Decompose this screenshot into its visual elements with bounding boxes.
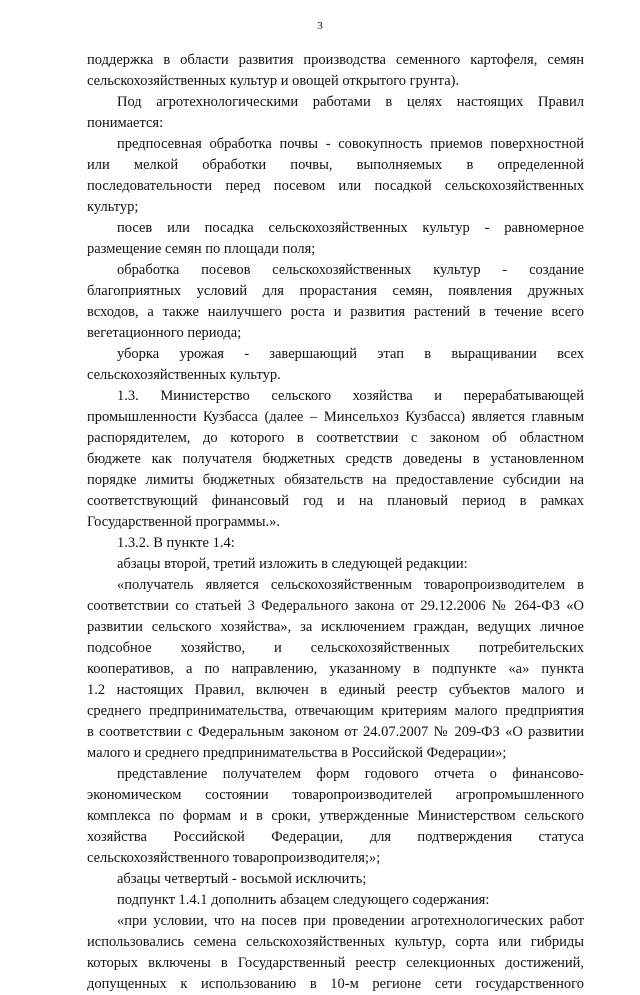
text-line: промышленности Кузбасса (далее – Минсельхоз Кузбасса) является главным — [87, 409, 584, 425]
text-line: использовались семена сельскохозяйственных культур, сорта или гибриды — [87, 934, 584, 950]
text-line: уборка урожая - завершающий этап в выращивании всех — [117, 346, 584, 362]
text-line: или мелкой обработки почвы, выполняемых в определенной — [87, 157, 584, 173]
text-line: кооперативов, а по направлению, указанному в подпункте «а» пункта — [87, 661, 584, 677]
text-line: малого и среднего предпринимательства в Российской Федерации»; — [87, 745, 507, 761]
text-line: сельскохозяйственного товаропроизводителя;»; — [87, 850, 381, 866]
text-line: культур; — [87, 199, 139, 215]
text-line: «получатель является сельскохозяйственным товаропроизводителем в — [117, 577, 584, 593]
text-line: «при условии, что на посев при проведении агротехнологических работ — [117, 913, 584, 929]
text-line: предпосевная обработка почвы - совокупность приемов поверхностной — [117, 136, 584, 152]
text-line: 1.3.2. В пункте 1.4: — [117, 535, 235, 551]
text-line: экономическом состоянии товаропроизводителей агропромышленного — [87, 787, 584, 803]
text-line: развитии сельского хозяйства», за исключением граждан, ведущих личное — [87, 619, 584, 635]
text-line: которых включены в Государственный реестр селекционных достижений, — [87, 955, 584, 971]
text-line: соответствии со статьей 3 Федерального закона от 29.12.2006 № 264-ФЗ «О — [87, 598, 584, 614]
text-line: поддержка в области развития производства семенного картофеля, семян — [87, 52, 584, 68]
text-line: посев или посадка сельскохозяйственных культур - равномерное — [117, 220, 584, 236]
text-line: 1.3. Министерство сельского хозяйства и перерабатывающей — [117, 388, 584, 404]
text-line: Государственной программы.». — [87, 514, 280, 530]
page-number: 3 — [317, 20, 323, 32]
text-line: бюджете как получателя бюджетных средств доведены в установленном — [87, 451, 584, 467]
text-line: понимается: — [87, 115, 164, 131]
text-line: хозяйства Российской Федерации, для подтверждения статуса — [87, 829, 584, 845]
text-line: последовательности перед посевом или посадкой сельскохозяйственных — [87, 178, 584, 194]
text-line: подсобное хозяйство, и сельскохозяйственных потребительских — [87, 640, 584, 656]
text-line: комплекса по формам и в сроки, утвержденные Министерством сельского — [87, 808, 584, 824]
text-line: вегетационного периода; — [87, 325, 242, 341]
text-line: в соответствии с Федеральным законом от 24.07.2007 № 209-ФЗ «О развитии — [87, 724, 584, 740]
text-line: сельскохозяйственных культур. — [87, 367, 281, 383]
text-line: размещение семян по площади поля; — [87, 241, 316, 257]
text-line: распорядителем, до которого в соответствии с законом об областном — [87, 430, 584, 446]
text-line: представление получателем форм годового отчета о финансово- — [117, 766, 584, 782]
text-line: 1.2 настоящих Правил, включен в единый реестр субъектов малого и — [87, 682, 584, 698]
text-line: абзацы второй, третий изложить в следующей редакции: — [117, 556, 468, 572]
text-line: обработка посевов сельскохозяйственных культур - создание — [117, 262, 584, 278]
text-line: сельскохозяйственных культур и овощей открытого грунта). — [87, 73, 460, 89]
text-line: Под агротехнологическими работами в целях настоящих Правил — [117, 94, 584, 110]
document-body — [87, 50, 584, 995]
text-line: соответствующий финансовый год и на плановый период в рамках — [87, 493, 584, 509]
text-line: абзацы четвертый - восьмой исключить; — [117, 871, 367, 887]
text-line: всходов, а также наилучшего роста и развития растений в течение всего — [87, 304, 584, 320]
text-line: благоприятных условий для прорастания семян, появления дружных — [87, 283, 584, 299]
text-line: порядке лимиты бюджетных обязательств на предоставление субсидии на — [87, 472, 584, 488]
text-line: среднего предпринимательства, отвечающим критериям малого предприятия — [87, 703, 584, 719]
text-line: подпункт 1.4.1 дополнить абзацем следующего содержания: — [117, 892, 490, 908]
text-line: допущенных к использованию в 10-м регионе сети государственного — [87, 976, 584, 992]
